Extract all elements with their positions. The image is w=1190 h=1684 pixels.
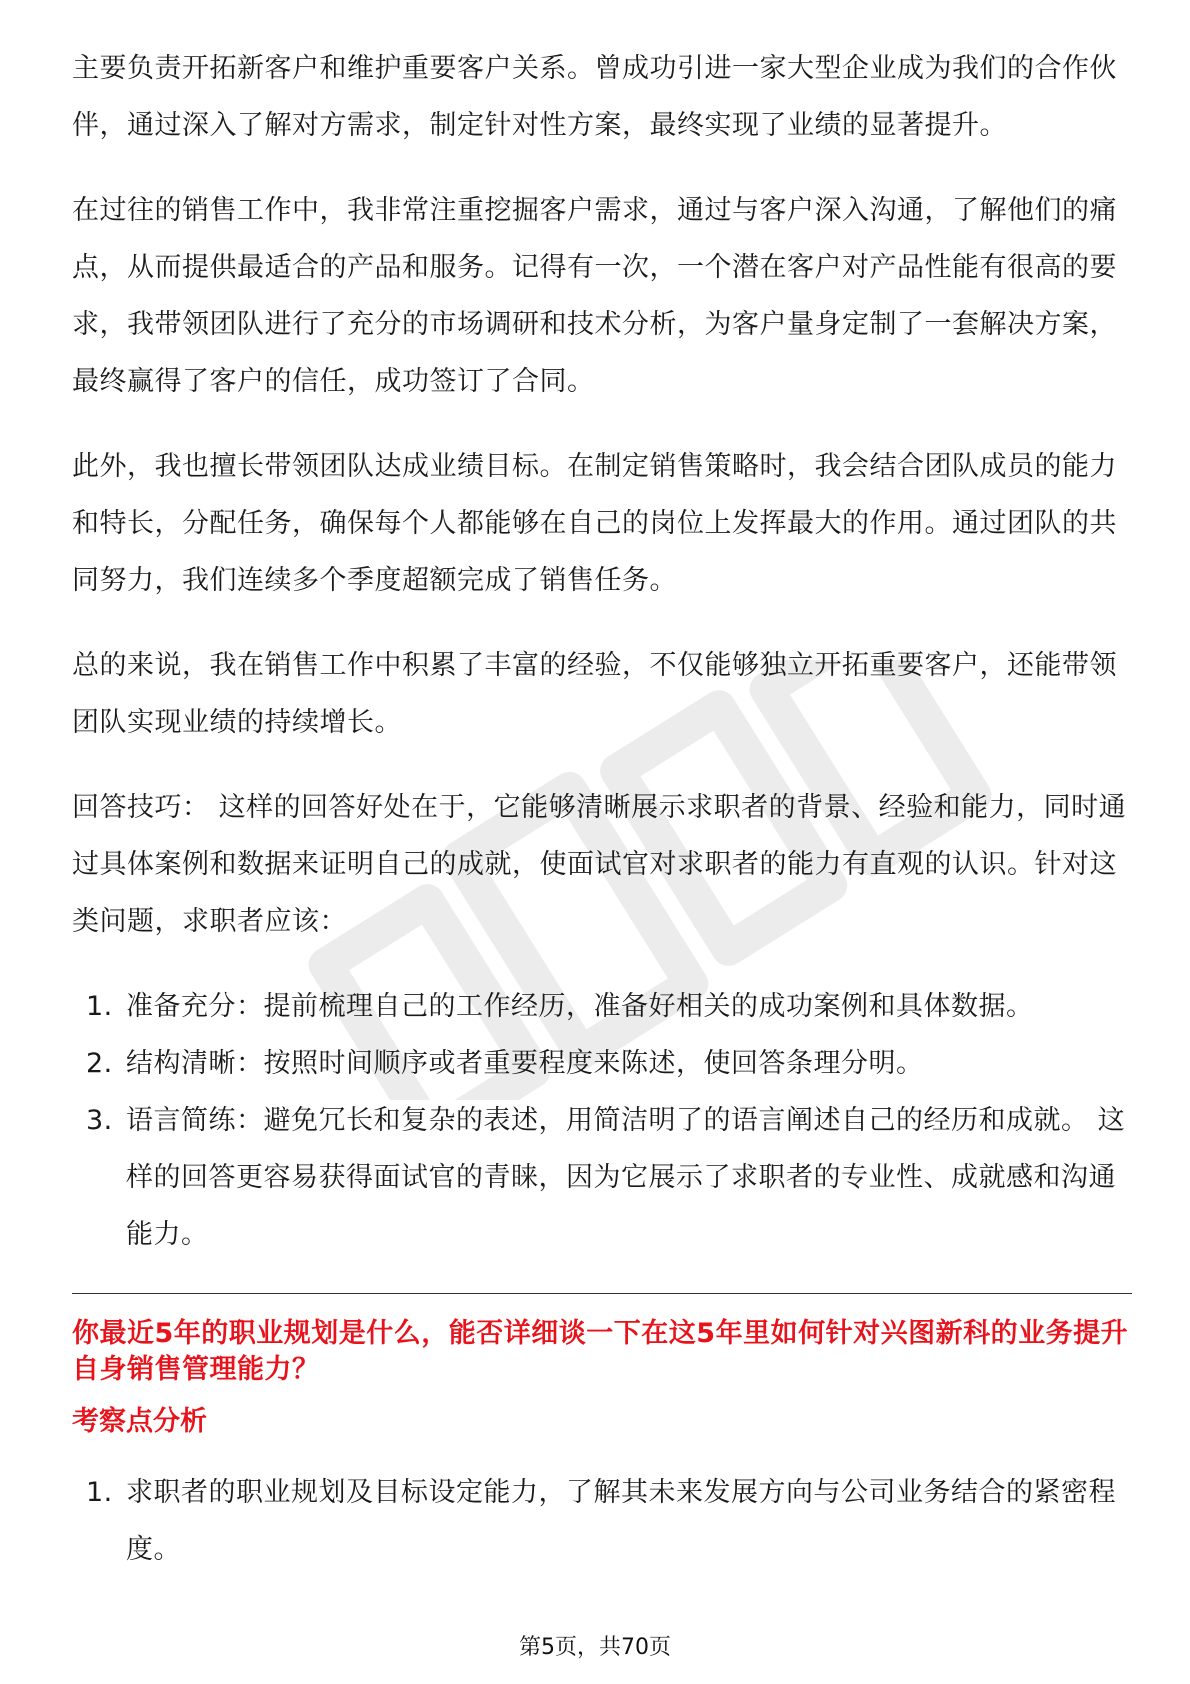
list-item <box>72 1092 1132 1263</box>
list-item <box>72 1464 1132 1578</box>
analysis-heading: 考察点分析 <box>72 1406 207 1437</box>
list-number: 1. <box>86 1477 113 1508</box>
list-item <box>72 1035 1132 1092</box>
paragraph-3: 此外，我也擅长带领团队达成业绩目标。在制定销售策略时，我会结合团队成员的能力和特长，分配任务，确保每个人都能够在自己的岗位上发挥最大的作用。通过团队的共同努力，我们连续多个季度超额完成了销售任务。 <box>72 451 1117 596</box>
list-number: 1. <box>86 991 113 1022</box>
paragraph-2: 在过往的销售工作中，我非常注重挖掘客户需求，通过与客户深入沟通，了解他们的痛点，从而提供最适合的产品和服务。记得有一次，一个潜在客户对产品性能有很高的要求，我带领团队进行了充分的市场调研和技术分析，为客户量身定制了一套解决方案，最终赢得了客户的信任，成功签订了合同。 <box>72 195 1117 397</box>
page-footer: 第5页，共70页 <box>519 1635 671 1660</box>
list-item-text: 语言简练：避免冗长和复杂的表述，用简洁明了的语言阐述自己的经历和成就。 这样的回答更容易获得面试官的青睐，因为它展示了求职者的专业性、成就感和沟通能力。 <box>126 1105 1126 1250</box>
paragraph-1: 主要负责开拓新客户和维护重要客户关系。曾成功引进一家大型企业成为我们的合作伙伴，通过深入了解对方需求，制定针对性方案，最终实现了业绩的显著提升。 <box>72 53 1117 141</box>
interview-question: 你最近5年的职业规划是什么，能否详细谈一下在这5年里如何针对兴图新科的业务提升自身销售管理能力？ <box>72 1318 1129 1385</box>
list-item-text: 准备充分：提前梳理自己的工作经历，准备好相关的成功案例和具体数据。 <box>126 991 1034 1022</box>
tips-list <box>72 978 1132 1263</box>
list-item-text: 求职者的职业规划及目标设定能力，了解其未来发展方向与公司业务结合的紧密程度。 <box>126 1477 1116 1565</box>
list-number: 3. <box>86 1105 113 1136</box>
list-item <box>72 978 1132 1035</box>
paragraph-4: 总的来说，我在销售工作中积累了丰富的经验，不仅能够独立开拓重要客户，还能带领团队实现业绩的持续增长。 <box>72 650 1117 738</box>
analysis-list <box>72 1464 1132 1578</box>
list-number: 2. <box>86 1048 113 1079</box>
page-content <box>72 40 1132 1578</box>
section-divider <box>72 1293 1132 1294</box>
answer-tips-paragraph: 回答技巧： 这样的回答好处在于，它能够清晰展示求职者的背景、经验和能力，同时通过具体案例和数据来证明自己的成就，使面试官对求职者的能力有直观的认识。针对这类问题，求职者应该： <box>72 792 1127 937</box>
list-item-text: 结构清晰：按照时间顺序或者重要程度来陈述，使回答条理分明。 <box>126 1048 924 1079</box>
